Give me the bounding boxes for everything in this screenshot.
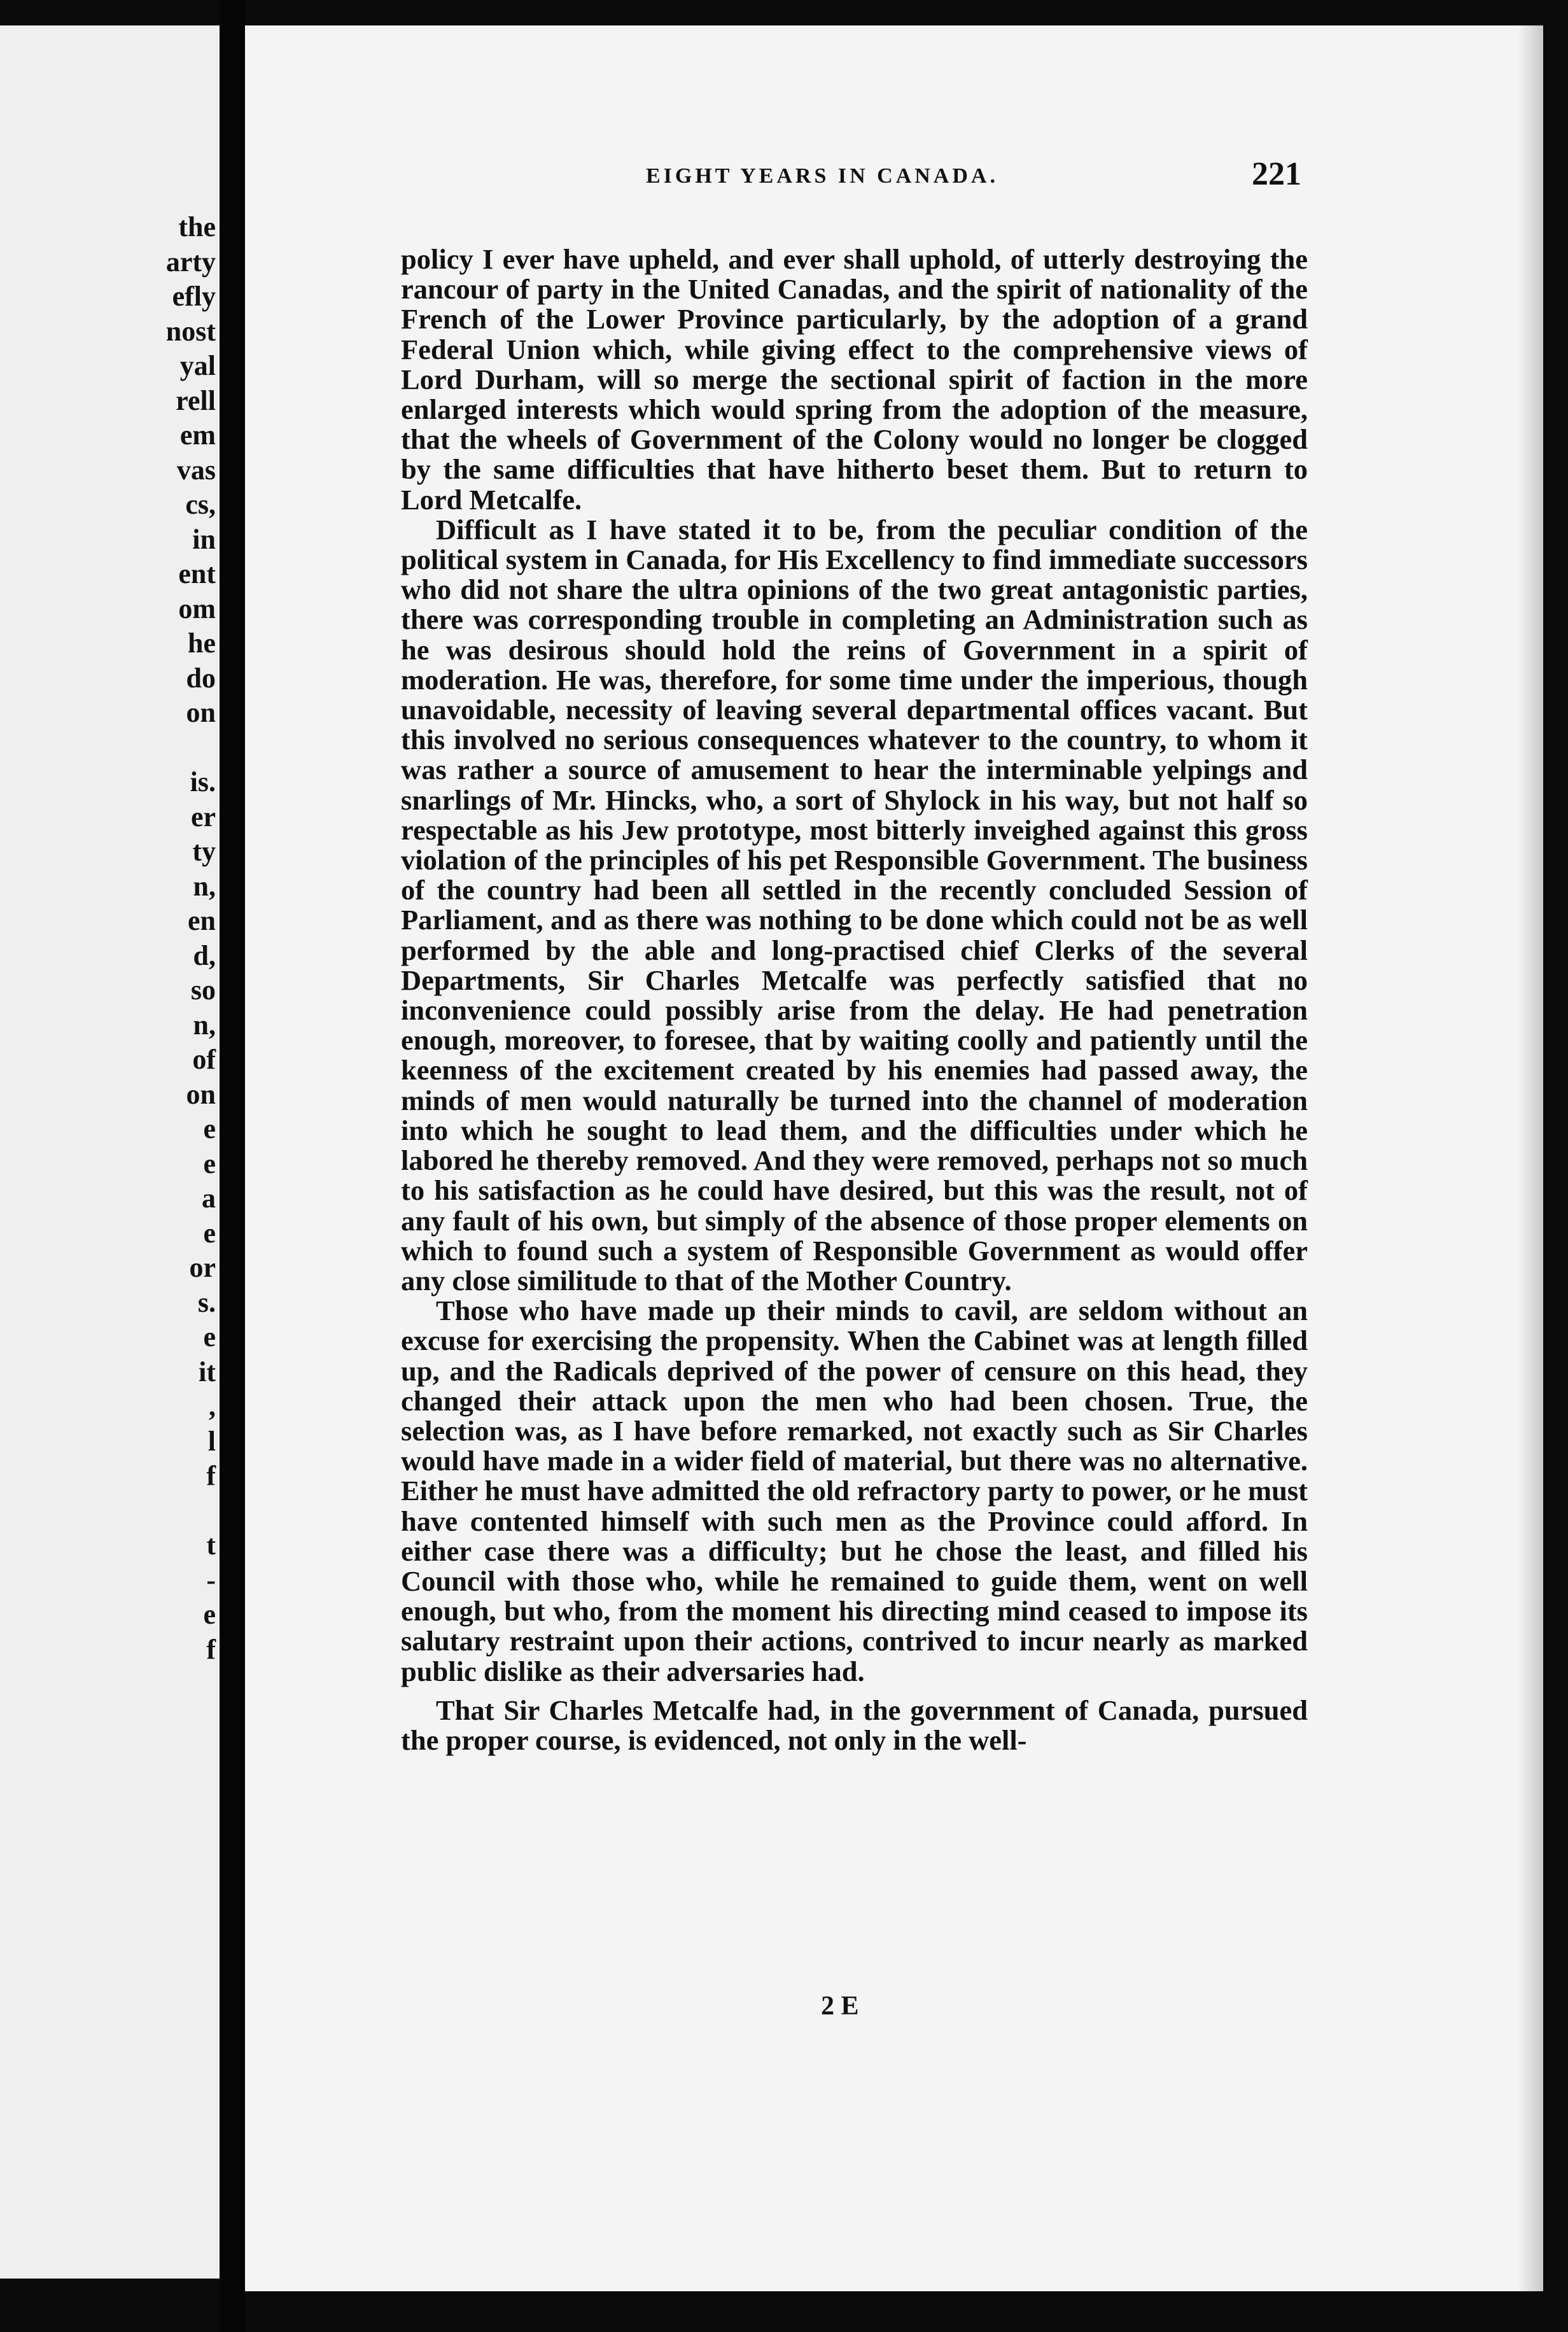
left-page-line-ends	[139, 210, 216, 1667]
left-line-end: yal	[179, 350, 216, 381]
signature-mark: 2 E	[821, 1991, 859, 2021]
left-line-end: the	[178, 211, 216, 242]
left-line-end: ent	[178, 558, 216, 589]
left-line-end: or	[189, 1252, 216, 1283]
left-line-end: f	[206, 1633, 216, 1665]
left-line-end: n,	[193, 1009, 216, 1041]
left-line-end: er	[190, 801, 216, 832]
page-shadow	[1518, 25, 1543, 2291]
left-line-end: of	[192, 1044, 216, 1075]
left-line-end: e	[203, 1599, 216, 1630]
left-line-end: on	[186, 1078, 216, 1110]
running-title: EIGHT YEARS IN CANADA.	[646, 164, 998, 188]
left-line-end: e	[203, 1113, 216, 1144]
left-line-end: -	[206, 1564, 216, 1596]
left-line-end: do	[186, 662, 216, 694]
left-line-end: cs,	[185, 489, 216, 520]
page-number: 221	[1252, 156, 1301, 192]
left-line-end: l	[207, 1425, 216, 1457]
paragraph: Difficult as I have stated it to be, from the peculiar condition of the political system in Canada, for His Excellency to find immediate successors who did not share the ultra opinions of the two great antagonistic parties, there was corresponding trouble in completing an Administration such as he was desirous should hold the reins of Government in a spirit of moderation. He was, therefore, for some time under the imperious, though unavoidable, necessity of leaving several departmental offices vacant. But this involved no serious consequences whatever to the country, to whom it was rather a source of amusement to hear the interminable yelpings and snarlings of Mr. Hincks, who, a sort of Shylock in his way, but not half so respectable as his Jew prototype, most bitterly inveighed against this gross violation of the principles of his pet Responsible Government. The business of the country had been all settled in the recently concluded Session of Parliament, and as there was nothing to be done which could not be as well performed by the able and long-practised chief Clerks of the several Departments, Sir Charles Metcalfe was perfectly satisfied that no inconvenience could possibly arise from the delay. He had penetration enough, moreover, to foresee, that by waiting coolly and patiently until the keenness of the excitement created by his enemies had passed away, the minds of men would naturally be turned into the channel of moderation into which he sought to lead them, and the difficulties under which he labored he thereby removed. And they were removed, perhaps not so much to his satisfaction as he could have desired, but this was the result, not of any fault of his own, but simply of the absence of those proper elements on which to found such a system of Responsible Government as would offer any close similitude to that of the Mother Country.	[401, 513, 1308, 1296]
paragraph: That Sir Charles Metcalfe had, in the government of Canada, pursued the proper course, is evidenced, not only in the well-	[401, 1694, 1308, 1756]
left-line-end: in	[192, 523, 216, 555]
left-line-end: on	[186, 697, 216, 728]
left-line-end: rell	[176, 384, 216, 416]
left-line-end: arty	[165, 246, 216, 277]
left-line-end: ,	[209, 1391, 216, 1422]
left-line-end: f	[206, 1460, 216, 1491]
left-line-end: em	[179, 419, 216, 451]
left-line-end: so	[190, 974, 216, 1006]
left-line-end: t	[206, 1529, 216, 1561]
left-line-end: efly	[172, 281, 216, 312]
left-line-end: en	[188, 905, 216, 936]
book-spine	[220, 0, 245, 2332]
left-line-end: he	[188, 628, 216, 659]
left-line-end: om	[178, 593, 216, 624]
paragraph: policy I ever have upheld, and ever shall uphold, of utterly destroying the rancour of party in the United Canadas, and the spirit of nationality of the French of the Lower Province particularly, by the adoption of a grand Federal Union which, while giving effect to the comprehensive views of Lord Durham, will so merge the sectional spirit of faction in the more enlarged interests which would spring from the adoption of the measure, that the wheels of Government of the Colony would no longer be clogged by the same difficulties that have hitherto beset them. But to return to Lord Metcalfe.	[401, 243, 1308, 516]
left-line-end: is.	[190, 766, 216, 797]
left-line-end: d,	[193, 939, 216, 971]
paragraph: Those who have made up their minds to cavil, are seldom without an excuse for exercising the propensity. When the Cabinet was at length filled up, and the Radicals deprived of the power of censure on this head, they changed their attack upon the men who had been chosen. True, the selection was, as I have before remarked, not exactly such as Sir Charles would have made in a wider field of material, but there was no alternative. Either he must have admitted the old refractory party to power, or he must have contented himself with such men as the Province could afford. In either case there was a difficulty; but he chose the least, and filled his Council with those who, while he remained to guide them, went on well enough, but who, from the moment his directing mind ceased to impose its salutary restraint upon their actions, contrived to incur nearly as marked public dislike as their adversaries had.	[401, 1295, 1308, 1687]
body-text	[401, 244, 1308, 1755]
left-line-end: e	[203, 1148, 216, 1179]
left-line-end: ty	[192, 836, 216, 867]
left-line-end: a	[202, 1183, 216, 1214]
left-line-end: e	[203, 1321, 216, 1352]
left-line-end: nost	[165, 315, 216, 347]
left-line-end: s.	[197, 1286, 216, 1318]
left-line-end: it	[199, 1356, 216, 1387]
left-line-end: vas	[176, 454, 216, 486]
left-page-fragment	[0, 25, 223, 2279]
left-line-end	[139, 731, 216, 766]
left-line-end: n,	[193, 870, 216, 902]
running-head	[385, 156, 1301, 199]
left-line-end: e	[203, 1217, 216, 1249]
left-line-end	[139, 1494, 216, 1529]
